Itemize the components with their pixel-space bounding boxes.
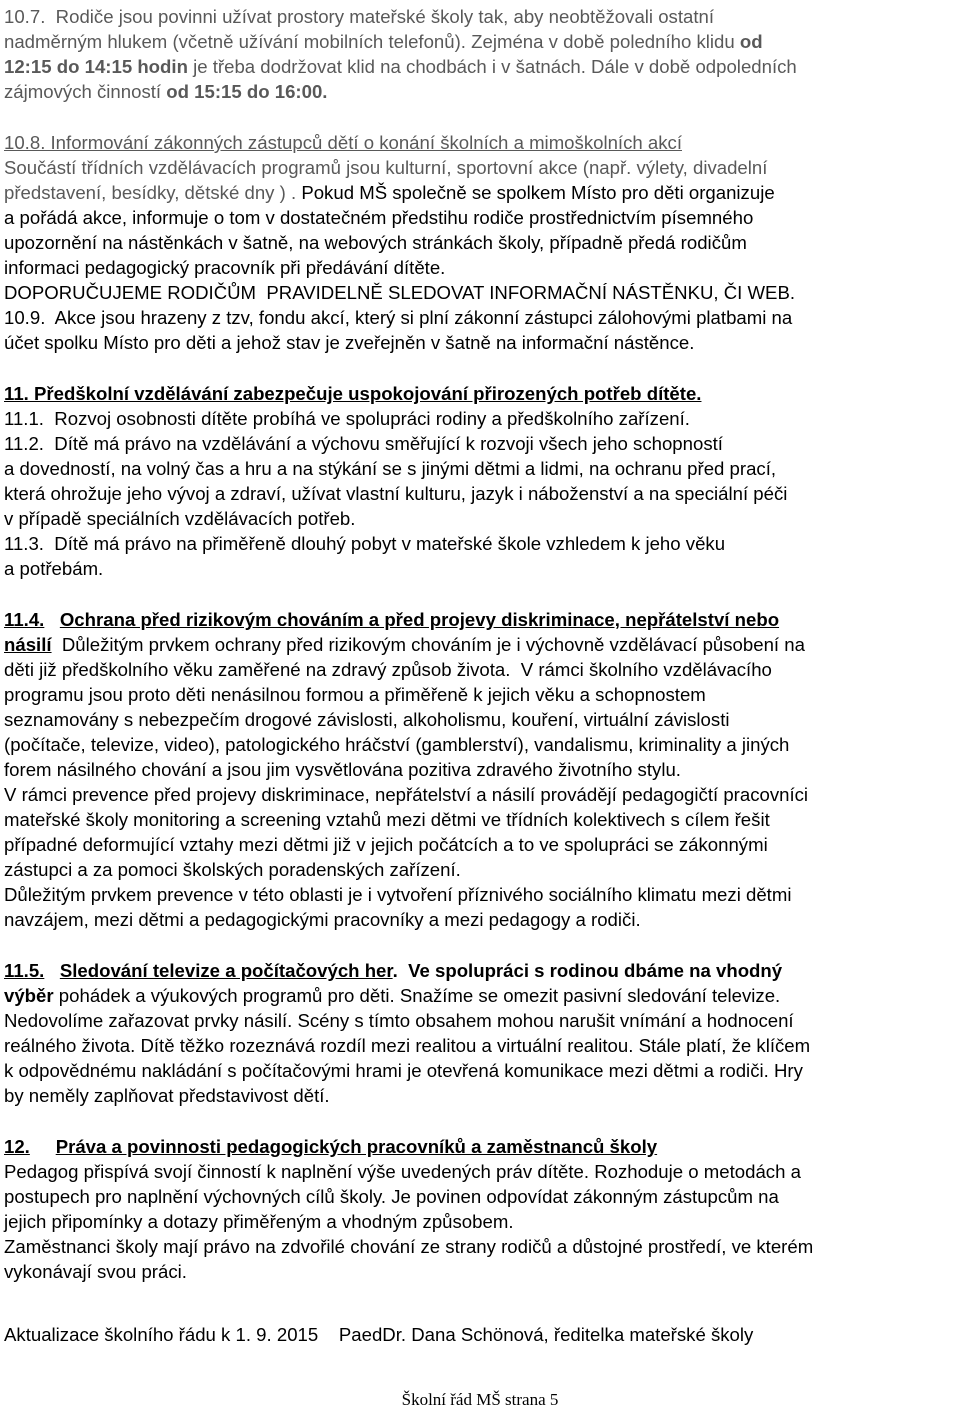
text-line	[4, 79, 327, 104]
text-run: 10.9. Akce jsou hrazeny z tzv, fondu akcí, který si plní zákonní zástupci zálohovými platbami na	[4, 307, 793, 328]
text-run: Důležitým prvkem ochrany před rizikovým chováním je i výchovně vzdělávací působení na	[51, 634, 805, 655]
text-line	[4, 807, 770, 832]
text-line	[4, 155, 767, 180]
text-run: je třeba dodržovat klid na chodbách i v šatnách. Dále v době odpoledních	[187, 56, 797, 77]
text-line	[4, 958, 782, 983]
text-run: Pedagog přispívá svojí činností k naplnění výše uvedených práv dítěte. Rozhoduje o metodách a	[4, 1161, 801, 1182]
text-line	[4, 280, 795, 305]
text-line	[4, 1259, 187, 1284]
text-run: 12:15 do 14:15 hodin	[4, 56, 188, 77]
text-line	[4, 1134, 657, 1159]
text-run: V rámci prevence před projevy diskriminace, nepřátelství a násilí provádějí pedagogičtí pracovníci	[4, 784, 809, 805]
text-run: by neměly zaplňovat představivost dětí.	[4, 1085, 330, 1106]
text-line	[4, 29, 763, 54]
text-run: 11.1. Rozvoj osobnosti dítěte probíhá ve spolupráci rodiny a předškolního zařízení.	[4, 408, 690, 429]
text-line	[4, 180, 775, 205]
text-run: Nedovolíme zařazovat prvky násilí. Scény s tímto obsahem mohou narušit vnímání a hodnocení	[4, 1010, 794, 1031]
text-line	[4, 707, 730, 732]
text-run: a potřebám.	[4, 558, 104, 579]
text-line	[4, 4, 714, 29]
text-run: nadměrným hlukem (včetně užívání mobilních telefonů). Zejména v době poledního klidu	[4, 31, 740, 52]
text-run: postupech pro naplnění výchovných cílů školy. Je povinen odpovídat zákonným zástupcům na	[4, 1186, 779, 1207]
text-run: jejich připomínky a dotazy přiměřeným a vhodným způsobem.	[4, 1211, 514, 1232]
page-footer: Školní řád MŠ strana 5	[401, 1390, 559, 1409]
text-run: zájmových činností	[4, 81, 167, 102]
text-run: Součástí třídních vzdělávacích programů jsou kulturní, sportovní akce (např. výlety, divadelní	[4, 157, 768, 178]
text-line	[4, 1058, 803, 1083]
text-line	[4, 205, 753, 230]
text-line	[4, 782, 808, 807]
text-line	[4, 506, 355, 531]
text-run: násilí	[4, 634, 52, 655]
text-run: od	[739, 31, 763, 52]
text-run: a dovedností, na volný čas a hru a na stýkání se s jinými dětmi a lidmi, na ochranu před prací,	[4, 458, 777, 479]
text-line	[4, 1083, 330, 1108]
text-line	[4, 607, 779, 632]
text-run: 12.	[4, 1136, 30, 1157]
text-run: informaci pedagogický pracovník při předávání dítěte.	[4, 257, 446, 278]
text-line	[4, 531, 725, 556]
text-line	[4, 1008, 794, 1033]
text-line	[4, 305, 792, 330]
text-line	[4, 330, 694, 355]
text-run: 10.8. Informování zákonných zástupců dětí o konání školních a mimoškolních akcí	[4, 132, 682, 153]
text-run: Pokud MŠ společně se spolkem Místo pro děti organizuje	[301, 182, 775, 203]
text-run: reálného života. Dítě těžko rozeznává rozdíl mezi realitou a virtuální realitou. Stále platí, že klíčem	[4, 1035, 811, 1056]
text-line	[4, 431, 723, 456]
text-run: Důležitým prvkem prevence v této oblasti je i vytvoření příznivého sociálního klimatu mezi dětmi	[4, 884, 792, 905]
text-run: forem násilného chování a jsou jim vysvětlována pozitiva zdravého životního stylu.	[4, 759, 681, 780]
text-run: Práva a povinnosti pedagogických pracovníků a zaměstnanců školy	[55, 1136, 658, 1157]
text-line	[4, 381, 701, 406]
text-line	[4, 456, 776, 481]
text-run	[44, 609, 60, 630]
text-run: představení, besídky, dětské dny ) .	[4, 182, 302, 203]
text-line	[4, 406, 690, 431]
text-run: která ohrožuje jeho vývoj a zdraví, užívat vlastní kulturu, jazyk i náboženství a na speciální péči	[4, 483, 788, 504]
text-line	[4, 481, 787, 506]
text-run: v případě speciálních vzdělávacích potřeb.	[4, 508, 356, 529]
text-run	[44, 960, 60, 981]
text-run: k odpovědnému nakládání s počítačovými hrami je otevřená komunikace mezi dětmi a rodiči. Hry	[4, 1060, 803, 1081]
text-run: Zaměstnanci školy mají právo na zdvořilé chování ze strany rodičů a důstojné prostředí, ve kterém	[4, 1236, 814, 1257]
text-line	[4, 732, 789, 757]
text-run: od 15:15 do 16:00.	[166, 81, 328, 102]
text-run: 10.7. Rodiče jsou povinni užívat prostory mateřské školy tak, aby neobtěžovali ostatní	[4, 6, 715, 27]
text-line	[4, 54, 797, 79]
text-run: zástupci a za pomoci školských poradenských zařízení.	[4, 859, 461, 880]
text-line	[4, 1209, 514, 1234]
text-line	[4, 882, 791, 907]
text-run: 11.3. Dítě má právo na přiměřeně dlouhý pobyt v mateřské škole vzhledem k jeho věku	[4, 533, 726, 554]
text-line	[4, 983, 780, 1008]
text-run: vykonávají svou práci.	[4, 1261, 187, 1282]
text-run: mateřské školy monitoring a screening vztahů mezi dětmi ve třídních kolektivech s cílem řešit	[4, 809, 770, 830]
text-run: 11. Předškolní vzdělávání zabezpečuje uspokojování přirozených potřeb dítěte.	[4, 383, 702, 404]
text-run: 11.2. Dítě má právo na vzdělávání a výchovu směřující k rozvoji všech jeho schopností	[4, 433, 723, 454]
text-line	[4, 757, 681, 782]
text-line	[4, 1159, 801, 1184]
text-run: Ochrana před rizikovým chováním a před projevy diskriminace, nepřátelství nebo	[59, 609, 780, 630]
text-line	[4, 255, 445, 280]
text-run	[30, 1136, 56, 1157]
text-run: programu jsou proto děti nenásilnou formou a přiměřeně k jejich věku a schopnostem	[4, 684, 706, 705]
text-line	[4, 857, 461, 882]
text-run: (počítače, televize, video), patologického hráčství (gamblerství), vandalismu, kriminality a jiných	[4, 734, 790, 755]
text-run: DOPORUČUJEME RODIČŮM PRAVIDELNĚ SLEDOVAT INFORMAČNÍ NÁSTĚNKU, ČI WEB.	[4, 282, 796, 303]
text-line	[4, 1234, 813, 1259]
text-line	[4, 657, 772, 682]
text-run: Ve spolupráci s rodinou dbáme na vhodný	[408, 960, 783, 981]
text-run: pohádek a výukových programů pro děti. Snažíme se omezit pasivní sledování televize.	[53, 985, 781, 1006]
text-run: .	[392, 960, 409, 981]
text-line	[4, 130, 682, 155]
text-run: 11.4.	[4, 609, 45, 630]
text-run: navzájem, mezi dětmi a pedagogickými pracovníky a mezi pedagogy a rodiči.	[4, 909, 641, 930]
text-run: případné deformující vztahy mezi dětmi již v jejich počátcích a to ve spolupráci se zákonnými	[4, 834, 768, 855]
text-line	[4, 1322, 753, 1347]
text-run: 11.5.	[4, 960, 45, 981]
text-run: děti již předškolního věku zaměřené na zdravý způsob života. V rámci školního vzdělávacího	[4, 659, 772, 680]
text-run: Sledování televize a počítačových her	[59, 960, 393, 981]
text-line	[4, 907, 641, 932]
text-run: účet spolku Místo pro děti a jehož stav je zveřejněn v šatně na informační nástěnce.	[4, 332, 695, 353]
text-run: výběr	[4, 985, 54, 1006]
text-line	[4, 556, 103, 581]
text-run: Aktualizace školního řádu k 1. 9. 2015 PaedDr. Dana Schönová, ředitelka mateřské školy	[4, 1324, 754, 1345]
text-line	[4, 1033, 810, 1058]
text-line	[4, 1184, 779, 1209]
text-line	[4, 230, 747, 255]
text-line	[4, 682, 706, 707]
text-run: upozornění na nástěnkách v šatně, na webových stránkách školy, případně předá rodičům	[4, 232, 747, 253]
text-line	[4, 832, 768, 857]
text-run: seznamovány s nebezpečím drogové závislosti, alkoholismu, kouření, virtuální závislosti	[4, 709, 730, 730]
text-run: a pořádá akce, informuje o tom v dostatečném předstihu rodiče prostřednictvím písemného	[4, 207, 754, 228]
text-line	[4, 632, 805, 657]
